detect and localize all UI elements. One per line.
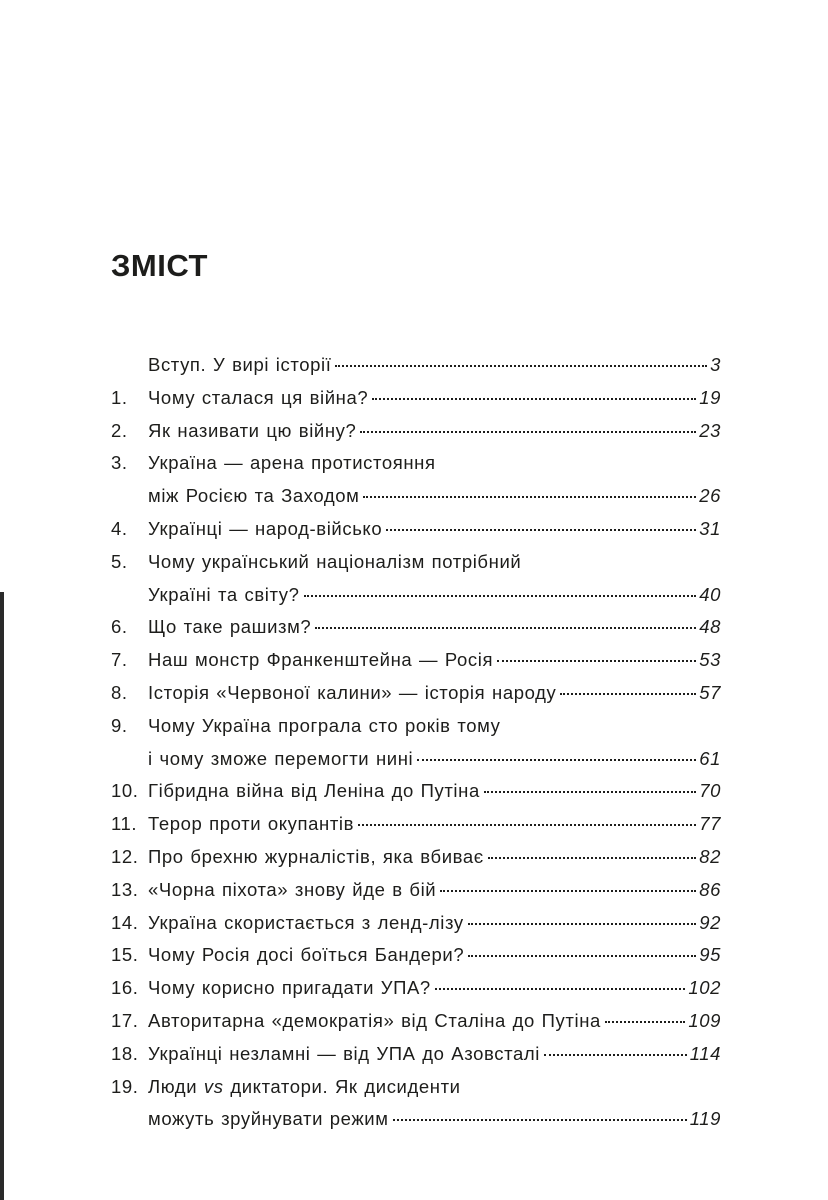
toc-page-number: 92 bbox=[699, 911, 721, 933]
toc-entry-title: Українці незламні — від УПА до Азовсталі bbox=[148, 1042, 540, 1064]
toc-entry-number: 1. bbox=[111, 386, 128, 408]
toc-entry-line bbox=[111, 907, 721, 940]
toc-entry[interactable] bbox=[111, 939, 721, 972]
toc-entry-line bbox=[111, 1038, 721, 1071]
toc-entry-title-first-line: Україна — арена протистояння bbox=[148, 452, 436, 474]
toc-entry-number: 10. bbox=[111, 780, 139, 802]
toc-page-number: 3 bbox=[710, 354, 721, 375]
toc-entry-line bbox=[111, 1071, 721, 1104]
toc-entry-line bbox=[111, 808, 721, 841]
toc-entry-line bbox=[111, 939, 721, 972]
toc-entry-number: 19. bbox=[111, 1075, 139, 1097]
toc-entry-line bbox=[148, 579, 721, 612]
toc-dot-leader bbox=[468, 955, 696, 957]
toc-entry-number: 2. bbox=[111, 419, 128, 441]
toc-entry[interactable] bbox=[111, 644, 721, 677]
toc-entry-title-first-line: Чому український націоналізм потрібний bbox=[148, 550, 522, 572]
toc-dot-leader bbox=[335, 365, 707, 367]
toc-entry[interactable] bbox=[111, 382, 721, 415]
toc-dot-leader bbox=[435, 988, 686, 990]
italic-vs: vs bbox=[203, 1075, 224, 1097]
toc-entry[interactable] bbox=[111, 710, 721, 776]
toc-entry[interactable] bbox=[111, 1038, 721, 1071]
toc-entry-line bbox=[111, 644, 721, 677]
toc-entry-title: Українці — народ-військо bbox=[148, 517, 383, 539]
toc-dot-leader bbox=[488, 857, 696, 859]
toc-entry-number: 13. bbox=[111, 878, 139, 900]
toc-entry-title: Терор проти окупантів bbox=[148, 813, 355, 835]
toc-entry-title: Наш монстр Франкенштейна — Росія bbox=[148, 649, 494, 671]
toc-page-number: 102 bbox=[688, 977, 721, 999]
toc-page-number: 77 bbox=[699, 813, 721, 835]
toc-entry-line bbox=[148, 480, 721, 513]
toc-entry[interactable] bbox=[111, 415, 721, 448]
toc-entry-number: 3. bbox=[111, 452, 128, 474]
toc-page-number: 26 bbox=[699, 485, 721, 507]
toc-entry-title: Чому сталася ця війна? bbox=[148, 386, 369, 408]
toc-entry-title: Історія «Червоної калини» — історія народу bbox=[148, 681, 557, 703]
toc-entry-line bbox=[111, 447, 721, 480]
toc-entry-title: Україні та світу? bbox=[148, 583, 300, 605]
toc-page-number: 95 bbox=[699, 944, 721, 966]
toc-entry-number: 17. bbox=[111, 1009, 139, 1031]
toc-dot-leader bbox=[544, 1054, 687, 1056]
toc-entry-number: 12. bbox=[111, 845, 139, 867]
toc-dot-leader bbox=[304, 595, 697, 597]
toc-entry-title-first-line: Люди vs диктатори. Як дисиденти bbox=[148, 1075, 461, 1097]
toc-entry-number: 14. bbox=[111, 911, 139, 933]
toc-entry-title: Чому корисно пригадати УПА? bbox=[148, 977, 431, 999]
toc-entry[interactable] bbox=[111, 447, 721, 513]
toc-entry-number: 15. bbox=[111, 944, 139, 966]
toc-entry-line bbox=[111, 874, 721, 907]
toc-entry-line bbox=[111, 546, 721, 579]
toc-dot-leader bbox=[360, 431, 696, 433]
table-of-contents bbox=[111, 349, 721, 1136]
toc-dot-leader bbox=[358, 824, 696, 826]
toc-page-number: 109 bbox=[688, 1009, 721, 1031]
toc-entry-title: Про брехню журналістів, яка вбиває bbox=[148, 845, 484, 867]
toc-entry[interactable] bbox=[111, 513, 721, 546]
toc-entry-line bbox=[111, 1005, 721, 1038]
toc-entry[interactable] bbox=[111, 1005, 721, 1038]
toc-dot-leader bbox=[484, 791, 696, 793]
toc-entry-line bbox=[148, 349, 721, 382]
toc-entry-title: Що таке рашизм? bbox=[148, 616, 312, 638]
toc-entry[interactable] bbox=[111, 775, 721, 808]
toc-entry-line bbox=[111, 415, 721, 448]
toc-entry-line bbox=[111, 513, 721, 546]
toc-entry[interactable] bbox=[111, 907, 721, 940]
page-edge-line bbox=[0, 592, 4, 1200]
toc-dot-leader bbox=[393, 1119, 687, 1121]
toc-page-number: 86 bbox=[699, 878, 721, 900]
toc-entry-line bbox=[148, 743, 721, 776]
toc-entry[interactable] bbox=[111, 808, 721, 841]
toc-dot-leader bbox=[315, 627, 696, 629]
toc-entry-title: можуть зруйнувати режим bbox=[148, 1108, 389, 1130]
toc-dot-leader bbox=[605, 1021, 685, 1023]
toc-dot-leader bbox=[386, 529, 696, 531]
toc-entry-title: «Чорна піхота» знову йде в бій bbox=[148, 878, 437, 900]
toc-page-number: 19 bbox=[699, 386, 721, 408]
toc-entry[interactable] bbox=[111, 677, 721, 710]
toc-entry-line bbox=[111, 972, 721, 1005]
toc-entry-number: 16. bbox=[111, 977, 139, 999]
toc-page-number: 61 bbox=[699, 747, 721, 769]
toc-entry[interactable] bbox=[111, 349, 721, 382]
toc-entry-title: Як називати цю війну? bbox=[148, 419, 357, 441]
toc-page-number: 53 bbox=[699, 649, 721, 671]
toc-page-number: 82 bbox=[699, 845, 721, 867]
toc-entry-line bbox=[148, 1103, 721, 1136]
toc-entry-title-first-line: Чому Україна програла сто років тому bbox=[148, 714, 501, 736]
toc-entry-number: 5. bbox=[111, 550, 128, 572]
toc-entry-line bbox=[111, 710, 721, 743]
toc-entry-line bbox=[111, 841, 721, 874]
toc-dot-leader bbox=[363, 496, 696, 498]
toc-entry[interactable] bbox=[111, 611, 721, 644]
toc-entry-title: Україна скористається з ленд-лізу bbox=[148, 911, 464, 933]
toc-page-number: 48 bbox=[699, 616, 721, 638]
toc-entry-number: 18. bbox=[111, 1042, 139, 1064]
toc-page-number: 40 bbox=[699, 583, 721, 605]
toc-entry-title: Чому Росія досі боїться Бандери? bbox=[148, 944, 465, 966]
toc-entry[interactable] bbox=[111, 1071, 721, 1137]
toc-page-number: 31 bbox=[699, 517, 721, 539]
toc-entry-number: 7. bbox=[111, 649, 128, 671]
toc-dot-leader bbox=[560, 693, 696, 695]
toc-dot-leader bbox=[372, 398, 696, 400]
toc-entry-number: 11. bbox=[111, 813, 138, 835]
toc-dot-leader bbox=[417, 759, 696, 761]
toc-entry-line bbox=[111, 677, 721, 710]
toc-page-number: 57 bbox=[699, 681, 721, 703]
toc-entry-number: 9. bbox=[111, 714, 128, 736]
toc-entry-title: Гібридна війна від Леніна до Путіна bbox=[148, 780, 480, 802]
toc-page-number: 23 bbox=[699, 419, 721, 441]
toc-dot-leader bbox=[497, 660, 696, 662]
toc-entry[interactable] bbox=[111, 841, 721, 874]
toc-entry-title: Вступ. У вирі історії bbox=[148, 354, 332, 375]
toc-entry[interactable] bbox=[111, 972, 721, 1005]
toc-entry[interactable] bbox=[111, 546, 721, 612]
toc-entry-line bbox=[111, 382, 721, 415]
toc-dot-leader bbox=[468, 923, 697, 925]
toc-entry-number: 6. bbox=[111, 616, 128, 638]
toc-page-number: 114 bbox=[689, 1042, 721, 1064]
toc-entry-title: і чому зможе перемогти нині bbox=[148, 747, 414, 769]
toc-page-number: 70 bbox=[699, 780, 721, 802]
toc-entry-line bbox=[111, 775, 721, 808]
toc-entry[interactable] bbox=[111, 874, 721, 907]
toc-entry-title: між Росією та Заходом bbox=[148, 485, 360, 507]
toc-entry-number: 8. bbox=[111, 681, 128, 703]
toc-entry-line bbox=[111, 611, 721, 644]
toc-page-number: 119 bbox=[689, 1108, 721, 1130]
toc-entry-title: Авторитарна «демократія» від Сталіна до Путіна bbox=[148, 1009, 601, 1031]
toc-dot-leader bbox=[440, 890, 696, 892]
toc-entry-number: 4. bbox=[111, 517, 128, 539]
page-title: ЗМІСТ bbox=[111, 248, 208, 283]
